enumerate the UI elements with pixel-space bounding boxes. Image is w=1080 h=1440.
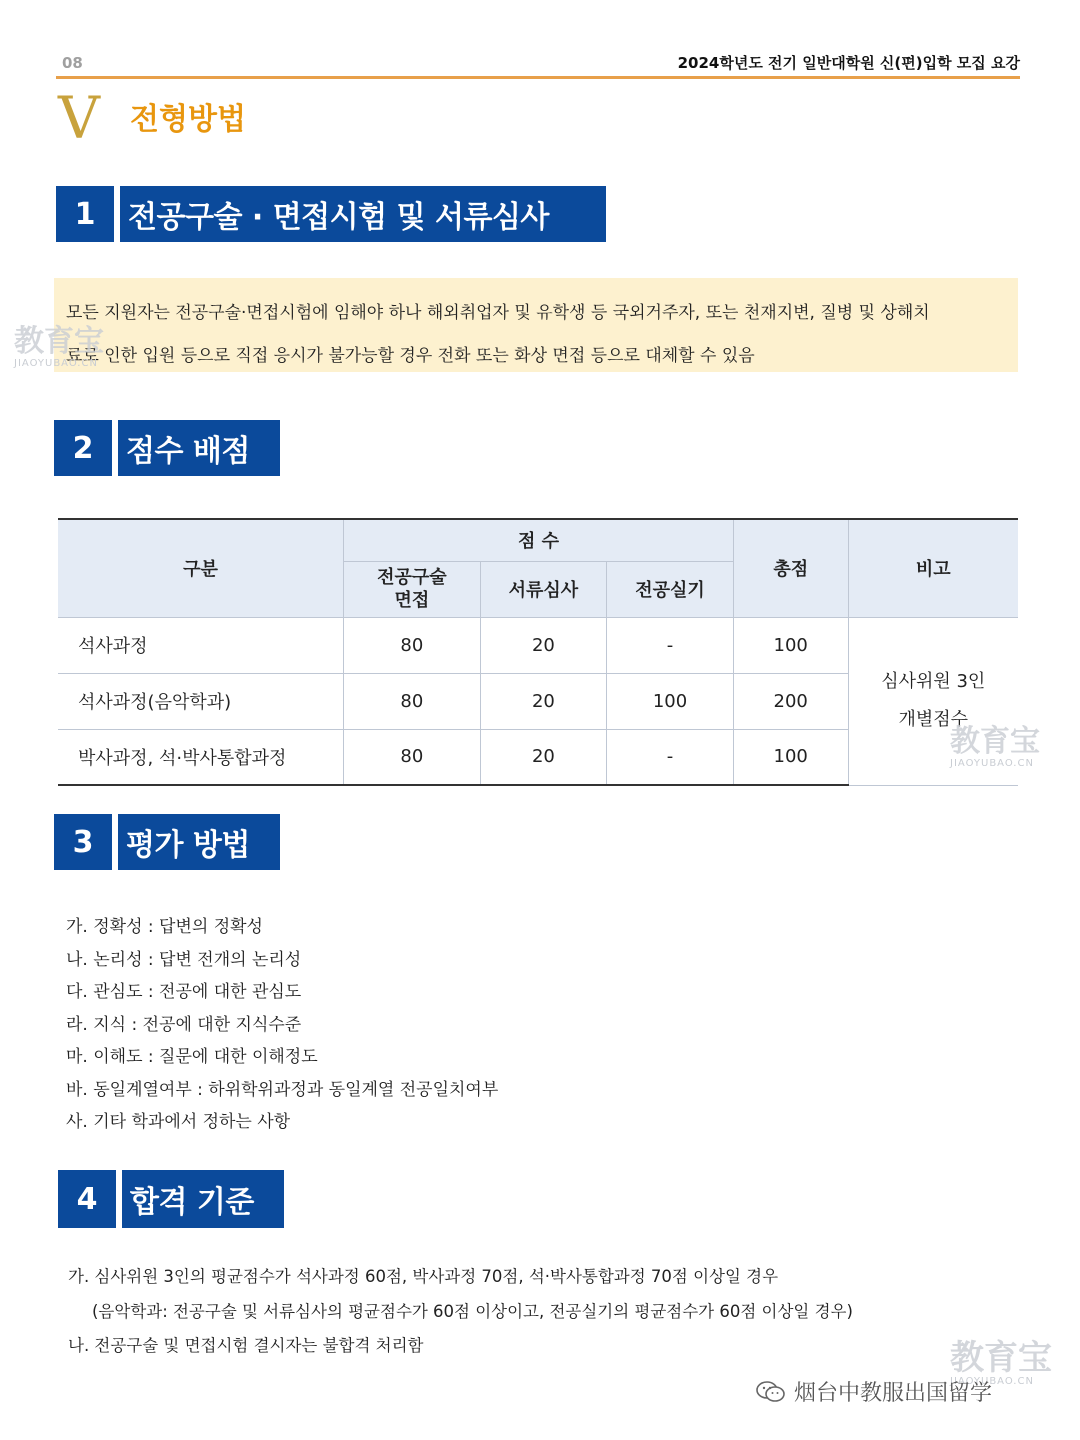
section-2-number: 2 — [54, 420, 112, 476]
section-4-title: 합격 기준 — [122, 1170, 284, 1228]
cell-total: 100 — [733, 729, 848, 785]
section-4-number: 4 — [58, 1170, 116, 1228]
watermark-brand: 教育宝 — [950, 724, 1040, 759]
section-1-title: 전공구술 · 면접시험 및 서류심사 — [120, 186, 606, 242]
wechat-account-name: 烟台中教服出国留学 — [794, 1381, 993, 1406]
watermark-brand-sub: JIAOYUBAO.CN — [950, 1376, 1034, 1387]
cell-total: 100 — [733, 617, 848, 673]
header-documents: 서류심사 — [480, 561, 607, 617]
list-item: 나. 전공구술 및 면접시험 결시자는 불합격 처리함 — [68, 1336, 424, 1355]
page-number: 08 — [62, 54, 83, 72]
header-rule — [56, 76, 1020, 79]
wechat-icon — [756, 1379, 786, 1405]
list-item: 다. 관심도 : 전공에 대한 관심도 — [66, 982, 302, 1002]
notice-line-1: 모든 지원자는 전공구술·면접시험에 임해야 하나 해외취업자 및 유학생 등 국외거주자, 또는 천재지변, 질병 및 상해치 — [66, 303, 930, 323]
cell-practical: - — [607, 729, 734, 785]
cell-practical: - — [607, 617, 734, 673]
document-title: 2024학년도 전기 일반대학원 신(편)입학 모집 요강 — [677, 54, 1020, 72]
cell-documents: 20 — [480, 673, 607, 729]
header-score-group: 점 수 — [344, 519, 734, 561]
cell-documents: 20 — [480, 729, 607, 785]
list-item: 나. 논리성 : 답변 전개의 논리성 — [66, 949, 302, 970]
chapter-numeral: V — [58, 84, 100, 152]
header-total: 총점 — [733, 519, 848, 617]
section-2-title: 점수 배점 — [118, 420, 280, 476]
row-label: 석사과정 — [58, 617, 344, 673]
header-remarks: 비고 — [848, 519, 1018, 617]
notice-line-2: 료로 인한 입원 등으로 직접 응시가 불가능할 경우 전화 또는 화상 면접 등으로 대체할 수 있음 — [66, 346, 755, 366]
notice-box — [54, 278, 1018, 372]
score-table — [58, 518, 1018, 786]
header-category: 구분 — [58, 519, 344, 617]
cell-oral: 80 — [344, 729, 481, 785]
list-item: 가. 정확성 : 답변의 정확성 — [66, 917, 263, 937]
list-item: 바. 동일계열여부 : 하위학위과정과 동일계열 전공일치여부 — [66, 1079, 499, 1100]
cell-documents: 20 — [480, 617, 607, 673]
header-practical: 전공실기 — [607, 561, 734, 617]
header-oral: 전공구술 면접 — [344, 561, 481, 617]
wechat-tag — [756, 1376, 992, 1407]
remark-line-2: 개별점수 — [898, 709, 969, 730]
remark-line-1: 심사위원 3인 — [881, 671, 986, 692]
row-label: 석사과정(음악학과) — [58, 673, 344, 729]
watermark-brand: 教育宝 — [14, 324, 104, 359]
cell-total: 200 — [733, 673, 848, 729]
watermark-left — [14, 326, 104, 369]
section-3-number: 3 — [54, 814, 112, 870]
cell-oral: 80 — [344, 673, 481, 729]
watermark-brand-sub: JIAOYUBAO.CN — [950, 758, 1034, 769]
cell-practical: 100 — [607, 673, 734, 729]
list-item: 라. 지식 : 전공에 대한 지식수준 — [66, 1014, 302, 1035]
chapter-title: 전형방법 — [130, 102, 246, 137]
watermark-right — [950, 726, 1040, 769]
section-1-number: 1 — [56, 186, 114, 242]
list-item: 마. 이해도 : 질문에 대한 이해정도 — [66, 1047, 318, 1067]
list-item: (음악학과: 전공구술 및 서류심사의 평균점수가 60점 이상이고, 전공실기의 평균점수가 60점 이상일 경우) — [92, 1301, 853, 1321]
criteria-list — [68, 1260, 853, 1364]
watermark-brand: 教育宝 — [950, 1338, 1052, 1378]
section-3-title: 평가 방법 — [118, 814, 280, 870]
list-item: 사. 기타 학과에서 정하는 사항 — [66, 1112, 291, 1132]
cell-oral: 80 — [344, 617, 481, 673]
watermark-brand-sub: JIAOYUBAO.CN — [14, 358, 98, 369]
row-label: 박사과정, 석·박사통합과정 — [58, 729, 344, 785]
list-item: 가. 심사위원 3인의 평균점수가 석사과정 60점, 박사과정 70점, 석·박사통합과정 70점 이상일 경우 — [68, 1267, 779, 1286]
table-row — [58, 617, 1018, 673]
evaluation-list — [66, 911, 498, 1139]
